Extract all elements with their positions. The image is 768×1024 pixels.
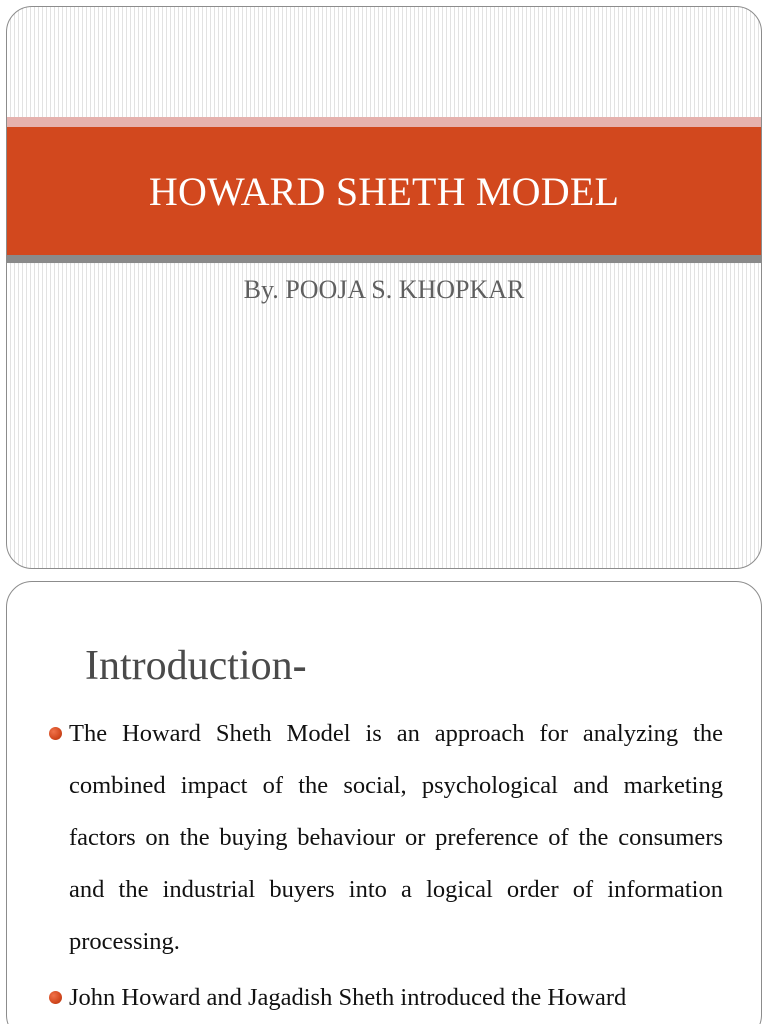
section-heading-dash: - bbox=[292, 643, 307, 689]
section-heading-text: Introduction bbox=[85, 643, 293, 689]
title-band bbox=[7, 127, 761, 255]
title-band-top-stripe bbox=[7, 117, 761, 127]
bullet-text: John Howard and Jagadish Sheth introduced the Howard bbox=[69, 984, 627, 1011]
bullet-item bbox=[47, 972, 723, 1024]
bullet-dot-icon bbox=[49, 727, 62, 740]
bullet-item bbox=[47, 708, 723, 968]
section-heading bbox=[85, 642, 307, 690]
introduction-slide bbox=[6, 581, 762, 1024]
bullet-dot-icon bbox=[49, 991, 62, 1004]
title-slide bbox=[6, 6, 762, 569]
title-band-shadow-stripe bbox=[7, 255, 761, 263]
slide-subtitle: By. POOJA S. KHOPKAR bbox=[243, 275, 525, 304]
bullet-list bbox=[47, 708, 723, 1024]
slide-title: HOWARD SHETH MODEL bbox=[148, 168, 620, 214]
bullet-text: The Howard Sheth Model is an approach for analyzing the combined impact of the social, psychological and marketing factors on the buying behaviour or preference of the consumers and the industrial buyers into a logical order of information processing. bbox=[69, 720, 723, 955]
